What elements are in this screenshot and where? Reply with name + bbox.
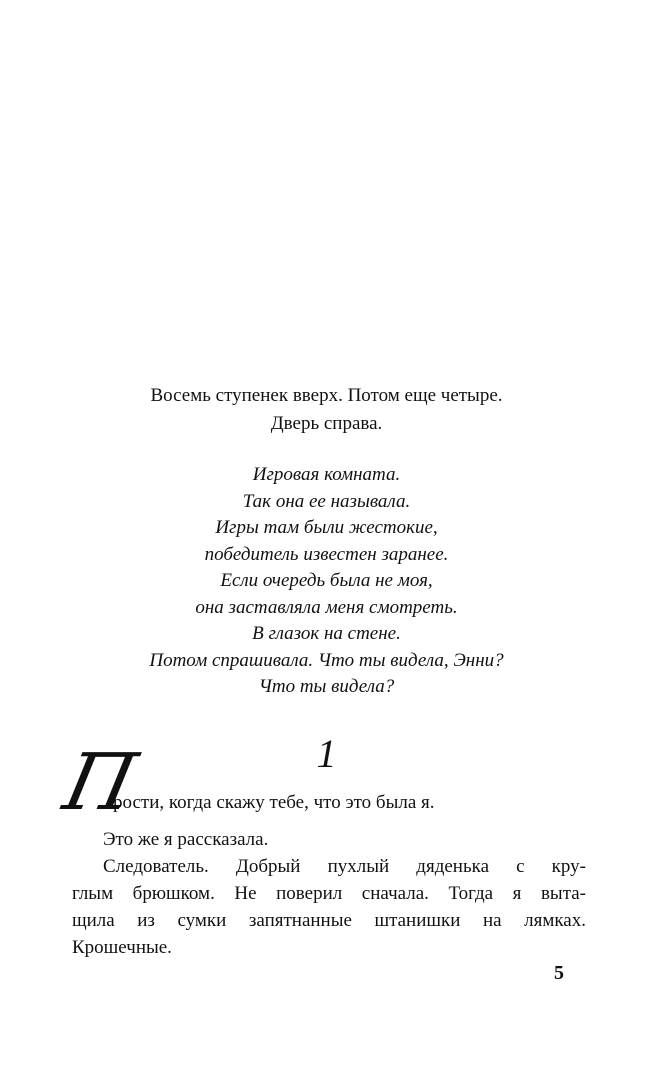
- poem-line: она заставляла меня смотреть.: [195, 596, 458, 618]
- epigraph-intro: [0, 382, 653, 438]
- poem-line: Так она ее называла.: [242, 490, 411, 512]
- poem-line: Игровая комната.: [252, 464, 401, 485]
- poem-line: победитель известен заранее.: [204, 543, 449, 565]
- poem-line: Если очередь была не моя,: [220, 570, 433, 591]
- chapter-number: 1: [316, 731, 337, 776]
- page-number: 5: [554, 962, 564, 984]
- epigraph-poem: [0, 462, 653, 701]
- poem-line: Игры там были жестокие,: [215, 517, 438, 538]
- paragraph-line: Следователь. Добрый пухлый дяденька с кру-: [103, 856, 586, 877]
- poem-line: Потом спрашивала. Что ты видела, Энни?: [149, 649, 504, 671]
- paragraph: [72, 853, 586, 961]
- epigraph-line: Восемь ступенек вверх. Потом еще четыре.: [150, 385, 503, 406]
- paragraph: Это же я рассказала.: [103, 829, 269, 850]
- paragraph-line: глым брюшком. Не поверил сначала. Тогда я выта-: [72, 883, 586, 904]
- body-text: [72, 826, 586, 961]
- poem-line: Что ты видела?: [258, 676, 395, 697]
- epigraph-line: Дверь справа.: [270, 413, 383, 434]
- chapter-first-line: рости, когда скажу тебе, что это была я.: [113, 792, 435, 813]
- poem-line: В глазок на стене.: [252, 623, 401, 644]
- paragraph-line: Крошечные.: [72, 937, 172, 958]
- drop-cap: П: [56, 738, 144, 828]
- paragraph-line: щила из сумки запятнанные штанишки на лямках.: [72, 910, 586, 931]
